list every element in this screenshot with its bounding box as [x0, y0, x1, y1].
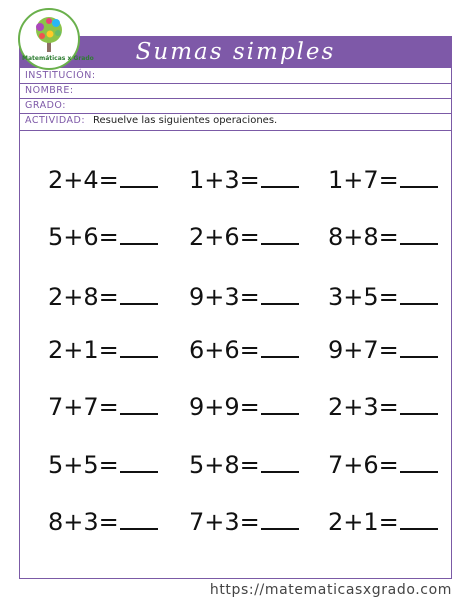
- institution-label: INSTITUCIÓN:: [25, 70, 96, 81]
- answer-blank: [261, 336, 299, 358]
- answer-blank: [400, 508, 438, 530]
- site-logo: [18, 8, 94, 70]
- exercise-item[interactable]: 5+5=: [48, 451, 158, 479]
- exercise-item[interactable]: 8+3=: [48, 508, 158, 536]
- exercise-item[interactable]: 7+6=: [328, 451, 438, 479]
- answer-blank: [120, 508, 158, 530]
- exercise-item[interactable]: 2+4=: [48, 166, 158, 194]
- title-bar: [19, 36, 452, 68]
- institution-field[interactable]: [19, 69, 452, 84]
- answer-blank: [120, 393, 158, 415]
- answer-blank: [400, 336, 438, 358]
- exercise-item[interactable]: 9+9=: [189, 393, 299, 421]
- name-label: NOMBRE:: [25, 85, 74, 96]
- exercise-item[interactable]: 8+8=: [328, 223, 438, 251]
- exercise-item[interactable]: 9+7=: [328, 336, 438, 364]
- answer-blank: [261, 451, 299, 473]
- worksheet-title: Sumas simples: [135, 39, 336, 65]
- activity-field: [19, 114, 452, 131]
- exercise-item[interactable]: 2+1=: [328, 508, 438, 536]
- answer-blank: [120, 283, 158, 305]
- answer-blank: [120, 451, 158, 473]
- footer-url[interactable]: https://matematicasxgrado.com: [209, 582, 452, 598]
- answer-blank: [400, 223, 438, 245]
- exercise-item[interactable]: 7+7=: [48, 393, 158, 421]
- exercise-item[interactable]: 2+3=: [328, 393, 438, 421]
- name-field[interactable]: [19, 84, 452, 99]
- answer-blank: [400, 166, 438, 188]
- exercise-item[interactable]: 3+5=: [328, 283, 438, 311]
- exercise-item[interactable]: 9+3=: [189, 283, 299, 311]
- grade-field[interactable]: [19, 99, 452, 114]
- grade-label: GRADO:: [25, 100, 66, 111]
- answer-blank: [261, 166, 299, 188]
- answer-blank: [261, 508, 299, 530]
- answer-blank: [261, 393, 299, 415]
- exercise-item[interactable]: 1+7=: [328, 166, 438, 194]
- exercise-item[interactable]: 2+8=: [48, 283, 158, 311]
- answer-blank: [120, 336, 158, 358]
- answer-blank: [120, 223, 158, 245]
- answer-blank: [400, 283, 438, 305]
- answer-blank: [400, 451, 438, 473]
- exercise-item[interactable]: 6+6=: [189, 336, 299, 364]
- answer-blank: [120, 166, 158, 188]
- exercise-item[interactable]: 5+8=: [189, 451, 299, 479]
- exercise-item[interactable]: 7+3=: [189, 508, 299, 536]
- exercise-item[interactable]: 2+1=: [48, 336, 158, 364]
- answer-blank: [400, 393, 438, 415]
- exercise-item[interactable]: 1+3=: [189, 166, 299, 194]
- answer-blank: [261, 223, 299, 245]
- logo-caption: Matemáticas x Grado: [22, 55, 94, 62]
- answer-blank: [261, 283, 299, 305]
- activity-label: ACTIVIDAD:: [25, 115, 86, 126]
- activity-instructions: Resuelve las siguientes operaciones.: [93, 115, 278, 126]
- exercise-item[interactable]: 5+6=: [48, 223, 158, 251]
- exercise-item[interactable]: 2+6=: [189, 223, 299, 251]
